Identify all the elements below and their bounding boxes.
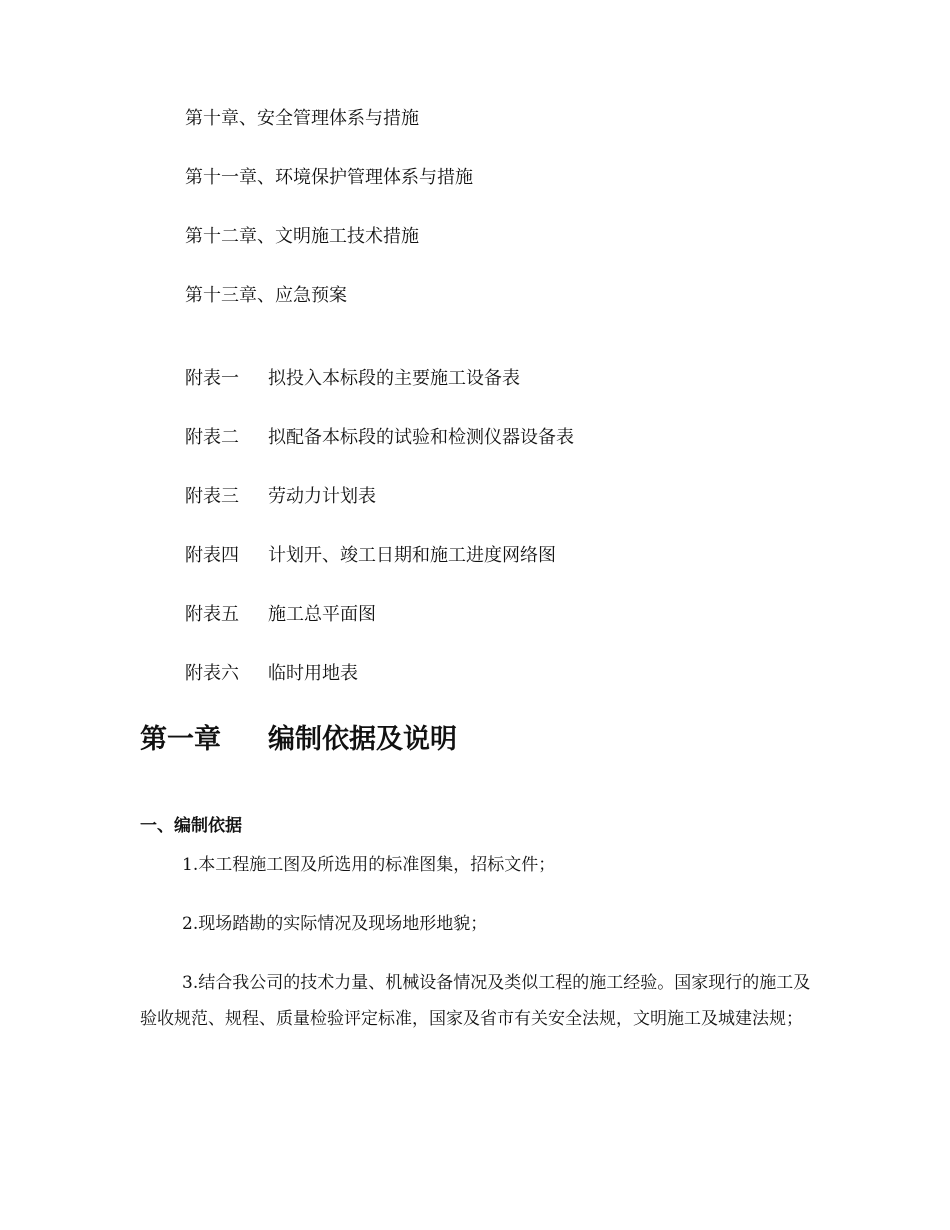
- appendix-item-6: [185, 662, 358, 686]
- appendix-title: 拟投入本标段的主要施工设备表: [268, 368, 520, 389]
- toc-item-chapter-10: 第十章、安全管理体系与措施: [185, 108, 419, 129]
- toc-item-chapter-13: 第十三章、应急预案: [185, 285, 347, 306]
- appendix-item-5: [185, 603, 376, 627]
- appendix-label: 附表二: [185, 427, 239, 448]
- chapter-number: 第一章: [140, 724, 221, 755]
- basis-item-2: 2.现场踏勘的实际情况及现场地形地貌；: [182, 914, 488, 934]
- appendix-label: 附表四: [185, 545, 239, 566]
- appendix-title: 计划开、竣工日期和施工进度网络图: [268, 545, 556, 566]
- appendix-label: 附表六: [185, 663, 239, 684]
- appendix-item-4: [185, 544, 556, 568]
- appendix-item-2: [185, 426, 574, 450]
- appendix-label: 附表一: [185, 368, 239, 389]
- section-heading: 一、编制依据: [140, 816, 242, 836]
- toc-item-chapter-12: 第十二章、文明施工技术措施: [185, 226, 419, 247]
- chapter-heading: [140, 722, 457, 758]
- appendix-item-1: [185, 367, 520, 391]
- chapter-title: 编制依据及说明: [268, 724, 457, 755]
- appendix-title: 拟配备本标段的试验和检测仪器设备表: [268, 427, 574, 448]
- basis-item-3: 3.结合我公司的技术力量、机械设备情况及类似工程的施工经验。国家现行的施工及验收规范、规程、质量检验评定标准，国家及省市有关安全法规，文明施工及城建法规；: [140, 973, 811, 1029]
- appendix-title: 施工总平面图: [268, 604, 376, 625]
- appendix-item-3: [185, 485, 376, 509]
- basis-item-1: 1.本工程施工图及所选用的标准图集，招标文件；: [182, 855, 556, 875]
- appendix-title: 临时用地表: [268, 663, 358, 684]
- toc-item-chapter-11: 第十一章、环境保护管理体系与措施: [185, 167, 473, 188]
- appendix-title: 劳动力计划表: [268, 486, 376, 507]
- appendix-label: 附表三: [185, 486, 239, 507]
- appendix-label: 附表五: [185, 604, 239, 625]
